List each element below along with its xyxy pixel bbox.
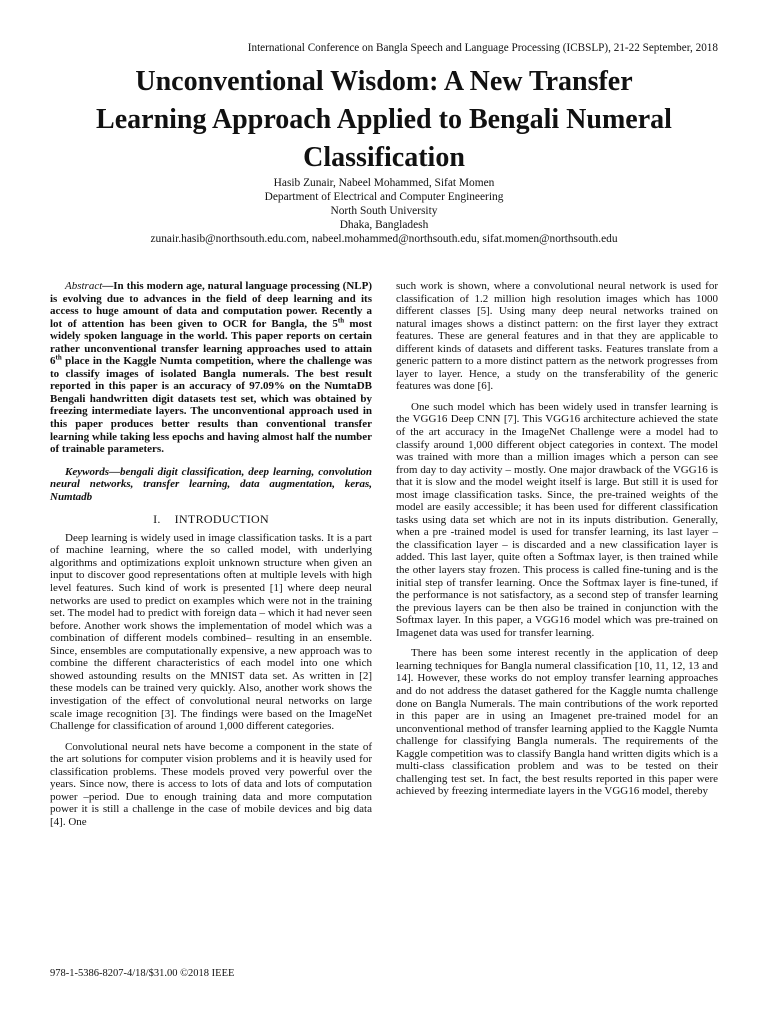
author-department: Department of Electrical and Computer Engineering: [264, 191, 504, 203]
author-block: [40, 176, 728, 246]
copyright-footer: 978-1-5386-8207-4/18/$31.00 ©2018 IEEE: [50, 968, 235, 979]
author-location: Dhaka, Bangladesh: [339, 219, 429, 231]
abstract-text: —In this modern age, natural language processing (NLP) is evolving due to advances in the field of deep learning and its access to huge amount of data and computation power. Recently a lot of attention has been given to OCR for Bangla, the 5: [50, 280, 372, 330]
title-line: Learning Approach Applied to Bengali Numeral: [96, 104, 672, 135]
conference-header: International Conference on Bangla Speech and Language Processing (ICBSLP), 21-22 September, 2018: [247, 42, 718, 54]
left-column: [50, 280, 372, 836]
right-column: [396, 280, 718, 806]
author-emails: zunair.hasib@northsouth.edu.com, nabeel.mohammed@northsouth.edu, sifat.momen@northsouth.edu: [150, 233, 618, 245]
abstract-text: place in the Kaggle Numta competition, where the challenge was to classify images of isolated Bangla numerals. The best result reported in this paper is an accuracy of 97.09% on the NumtaDB Bengali handwritten digit datasets test set, which was obtained by freezing intermediate layers. The unconventional approach used in this paper produces better results than conventional transfer learning while taking less epochs and having almost half the number of trainable parameters.: [50, 355, 372, 456]
author-university: North South University: [330, 205, 438, 217]
body-paragraph: There has been some interest recently in the application of deep learning techniques for Bangla numeral classification [10, 11, 12, 13 and 14]. However, these works do not employ transfer learning approaches and do not address the dataset gathered for the Kaggle numta challenge done on Bangla Numerals. The main contributions of the work reported in this paper are in using an Imagenet pre-trained model for an unconventional method of transfer learning applied to the Kaggle Numta challenge for classifying Bangla numerals. The requirements of the Kaggle competition was to classify Bangla hand written digits which is a multi-class classification problem and was to be tested on their challenging test set. In fact, the best results reported in this paper were achieved by freezing intermediate layers in the VGG16 model, thereby: [396, 647, 718, 798]
title-line: Classification: [303, 142, 465, 173]
body-paragraph: Convolutional neural nets have become a component in the state of the art solutions for computer vision problems and it is heavily used for classification problems. These models proved very powerful over the years. Since now, there is access to lots of data and lots of computation power –period. Due to enough training data and more computation power it is still a challenge in the case of mobile devices and big data [4]. One: [50, 740, 372, 828]
author-names: Hasib Zunair, Nabeel Mohammed, Sifat Momen: [273, 177, 495, 189]
body-paragraph: Deep learning is widely used in image classification tasks. It is a part of machine learning, where the so called model, with underlying algorithms and optimizations exploit unknown structure when given an input to discover good representations often at multiple levels with high level features. Such kind of work is presented [1] where deep neural networks are used to predict on examples which were not in the training set. The model had to predict with foreign data – which it had never seen before. Another work shows the implementation of model which was a combination of different models combined– resulting in an ensemble. Since, ensembles are computationally expensive, a new approach was to combine the different characteristics of each model into one which showed astounding results on the MNIST data set. As written in [2] these models can be trained very quickly. Also, another work shows the investigation of the effect of convolutional neural networks on large scale image recognition [3]. The findings were based on the ImageNet Challenge for classification of around 1,000 different categories.: [50, 531, 372, 733]
section-title: INTRODUCTION: [174, 512, 269, 527]
section-heading-introduction: [50, 513, 372, 526]
body-paragraph: One such model which has been widely used in transfer learning is the VGG16 Deep CNN [7]. This VGG16 architecture achieved the state of the art accuracy in the ImageNet Challenge were a model had to classify around 1,000 different object categories in context. The model was trained with more than a million images which a person can see from day to day activity – mostly. One major drawback of the VGG16 is that it is slow and the model weight itself is large. But still it is used for most image classification tasks. Since, the pre-trained weights of the model are easily accessible; it has been used for different classification tasks using data set which are not in its inputs distribution. Generally, when a pre -trained model is used for transfer learning, its last layer – the classification layer – is discarded and a new classification layer is added. This last layer, quite often a Softmax layer, is then trained while the other layers stay frozen. This process is called fine-tuning and is the initial step of transfer learning. Once the Softmax layer is fine-tuned, if the performance is not satisfactory, as a second step of transfer learning the previous layers can be then also be trained in conjunction with the Softmax layer. In this paper, a VGG16 model which was pre-trained on Imagenet data was used for transfer learning.: [396, 400, 718, 639]
abstract-text: most widely spoken language in the world. This paper reports on certain rather unconventional transfer learning approaches used to attain 6: [50, 317, 372, 368]
abstract-superscript: th: [55, 353, 62, 362]
keywords-label: Keywords: [65, 465, 109, 478]
abstract: [50, 280, 372, 456]
body-paragraph: such work is shown, where a convolutional neural network is used for classification of 1.2 million high resolution images which has 1000 different classes [5]. Using many deep neural networks trained on natural images shows a distinct pattern: on the first layer they extract features. These are general features and in that they are applicable to different kinds of datasets and different tasks. Features translate from a generic pattern to a more distinct pattern as the network progresses from layer to layer. Hence, a study on the transferability of the generic features was done [6].: [396, 280, 718, 393]
abstract-label: Abstract: [65, 280, 103, 292]
paper-title: [40, 63, 728, 177]
title-line: Unconventional Wisdom: A New Transfer: [135, 66, 633, 97]
keywords-text: —bengali digit classification, deep learning, convolution neural networks, transfer learning, data augmentation, keras, Numtadb: [50, 465, 372, 503]
keywords: [50, 466, 372, 504]
abstract-superscript: th: [337, 315, 345, 324]
section-number: I.: [153, 512, 161, 527]
